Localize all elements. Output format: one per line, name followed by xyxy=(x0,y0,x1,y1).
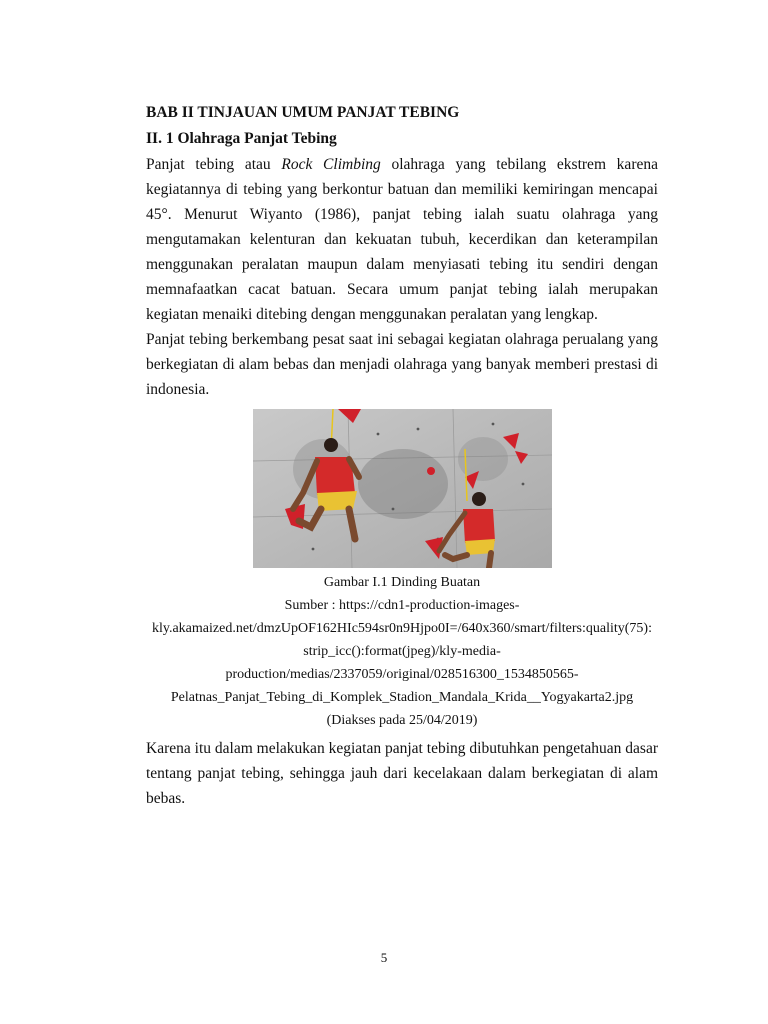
paragraph-rock-climbing xyxy=(146,152,658,327)
climbing-wall-photo xyxy=(253,409,552,568)
term-rock-climbing: Rock Climbing xyxy=(281,156,381,173)
page-number: 5 xyxy=(380,950,388,965)
figure-caption: Gambar I.1 Dinding Buatan xyxy=(323,575,481,590)
figure-source-line: Pelatnas_Panjat_Tebing_di_Komplek_Stadion_Mandala_Krida__Yogyakarta2.jpg xyxy=(170,690,634,705)
section-heading: II. 1 Olahraga Panjat Tebing xyxy=(146,130,337,147)
figure-source-line: kly.akamaized.net/dmzUpOF162HIc594sr0n9Hjpo0I=/640x360/smart/filters:quality(75): xyxy=(151,621,652,636)
figure-caption-block xyxy=(146,571,658,732)
figure-access-date: (Diakses pada 25/04/2019) xyxy=(326,713,478,728)
paragraph-text-start: Panjat tebing atau xyxy=(146,156,282,173)
chapter-heading: BAB II TINJAUAN UMUM PANJAT TEBING xyxy=(146,104,460,121)
paragraph-conclusion: Karena itu dalam melakukan kegiatan panjat tebing dibutuhkan pengetahuan dasar tentang panjat tebing, sehingga jauh dari kecelakaan dalam berkegiatan di alam bebas. xyxy=(146,740,658,807)
paragraph-text-rest: olahraga yang tebilang ekstrem karena kegiatannya di tebing yang berkontur batuan dan memiliki kemiringan mencapai 45°. Menurut Wiyanto (1986), panjat tebing ialah suatu olahraga yang mengutamakan kelenturan dan kekuatan tubuh, kecerdikan dan keterampilan menggunakan peralatan maupun dalam menyiasati tebing itu sendiri dengan memnafaatkan cacat batuan. Secara umum panjat tebing ialah merupakan kegiatan menaiki ditebing dengan menggunakan peralatan yang lengkap. xyxy=(146,156,658,323)
paragraph-development: Panjat tebing berkembang pesat saat ini sebagai kegiatan olahraga perualang yang berkegiatan di alam bebas dan menjadi olahraga yang banyak memberi prestasi di indonesia. xyxy=(146,331,658,398)
page-content xyxy=(146,100,658,811)
figure-source-line: Sumber : https://cdn1-production-images- xyxy=(284,598,520,613)
figure-source-line: strip_icc():format(jpeg)/kly-media- xyxy=(303,644,501,659)
figure-source-line: production/medias/2337059/original/028516300_1534850565- xyxy=(225,667,579,682)
